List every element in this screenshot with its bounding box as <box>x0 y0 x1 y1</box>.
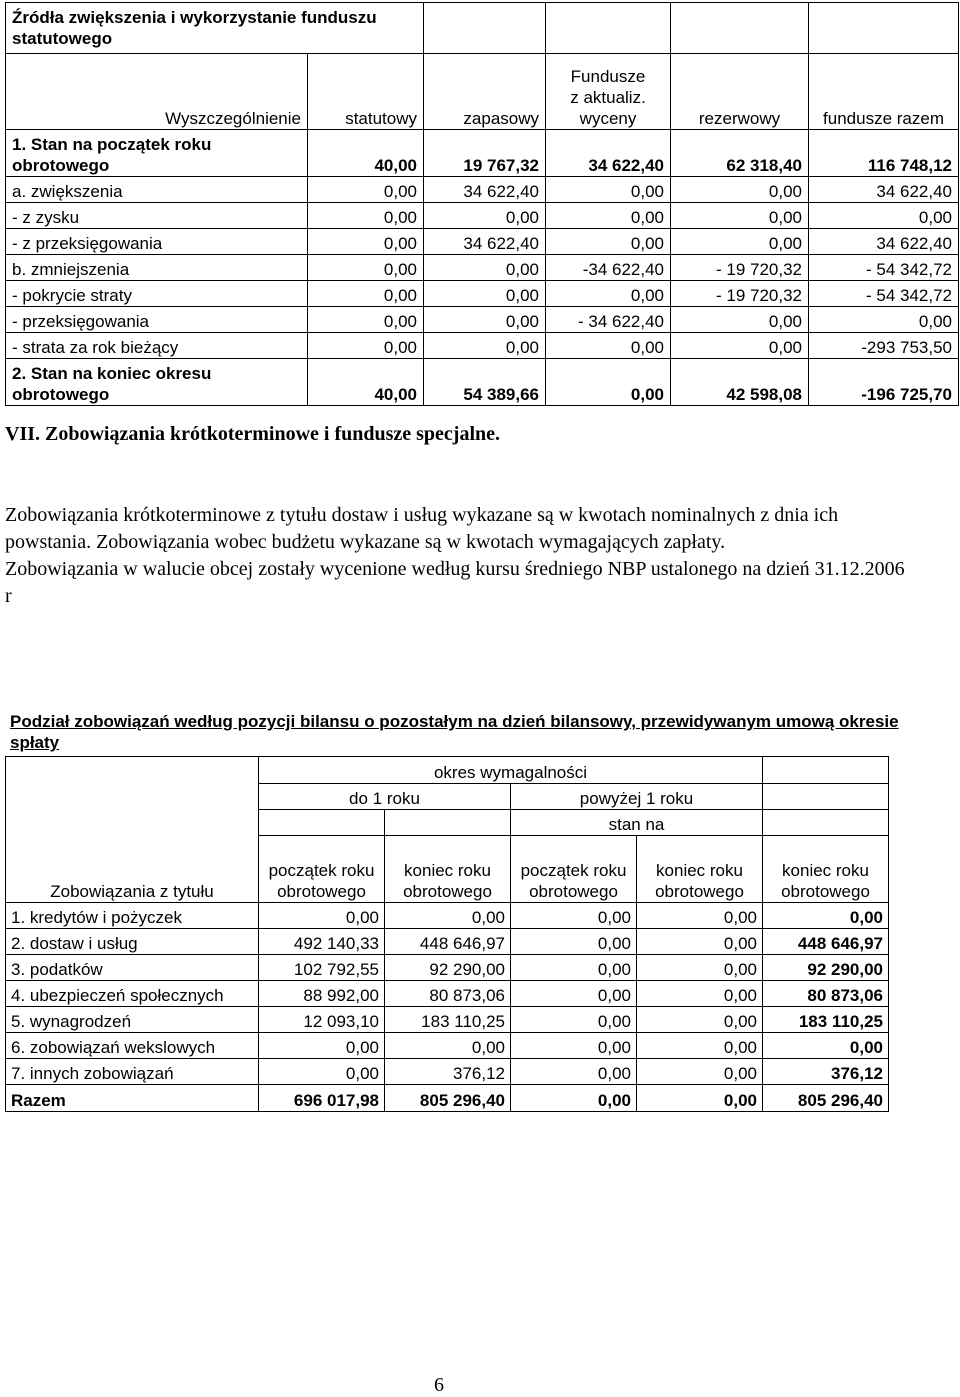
cell-value: 0,00 <box>511 1059 637 1085</box>
cell-value: 0,00 <box>546 333 671 359</box>
maturity-period-header: okres wymagalności <box>259 757 763 784</box>
page-number: 6 <box>434 1374 444 1396</box>
row-label: 5. wynagrodzeń <box>6 1007 259 1033</box>
cell-value: 0,00 <box>424 333 546 359</box>
cell-value: 0,00 <box>308 229 424 255</box>
cell-value: 0,00 <box>511 903 637 929</box>
cell-value: 0,00 <box>671 177 809 203</box>
column-header: początek roku obrotowego <box>259 836 385 903</box>
cell-value: 0,00 <box>511 1007 637 1033</box>
row-label: - z przeksięgowania <box>6 229 308 255</box>
row-label: 2. Stan na koniec okresu obrotowego <box>6 359 308 406</box>
column-header-statutory: statutowy <box>308 54 424 130</box>
cell-value: 0,00 <box>308 307 424 333</box>
cell-value: 0,00 <box>546 203 671 229</box>
row-label: b. zmniejszenia <box>6 255 308 281</box>
cell-value: 0,00 <box>385 903 511 929</box>
cell-value: 0,00 <box>809 203 959 229</box>
empty-cell <box>259 810 385 836</box>
cell-value: 0,00 <box>671 333 809 359</box>
row-label: 3. podatków <box>6 955 259 981</box>
column-header-revaluation <box>546 54 671 130</box>
total-value: 696 017,98 <box>259 1085 385 1112</box>
section-heading: VII. Zobowiązania krótkoterminowe i fundusze specjalne. <box>5 423 501 445</box>
as-of-header: stan na <box>511 810 763 836</box>
cell-value: 376,12 <box>763 1059 889 1085</box>
cell-value: - 34 622,40 <box>546 307 671 333</box>
column-header-liability-type: Zobowiązania z tytułu <box>6 757 259 903</box>
cell-value: - 54 342,72 <box>809 255 959 281</box>
row-label: - przeksięgowania <box>6 307 308 333</box>
empty-cell <box>763 757 889 784</box>
cell-value: 0,00 <box>546 359 671 406</box>
column-header: początek roku obrotowego <box>511 836 637 903</box>
cell-value: 34 622,40 <box>809 177 959 203</box>
empty-cell <box>809 3 959 54</box>
cell-value: 0,00 <box>637 929 763 955</box>
cell-value: 80 873,06 <box>385 981 511 1007</box>
column-header-funds-total: fundusze razem <box>809 54 959 130</box>
row-label: 7. innych zobowiązań <box>6 1059 259 1085</box>
row-label: - z zysku <box>6 203 308 229</box>
cell-value: 88 992,00 <box>259 981 385 1007</box>
cell-value: 0,00 <box>637 981 763 1007</box>
total-row-label: Razem <box>6 1085 259 1112</box>
cell-value: 42 598,08 <box>671 359 809 406</box>
cell-value: 0,00 <box>671 229 809 255</box>
cell-value: 0,00 <box>637 903 763 929</box>
cell-value: 0,00 <box>385 1033 511 1059</box>
column-header-reserve-fund: rezerwowy <box>671 54 809 130</box>
empty-cell <box>424 3 546 54</box>
empty-cell <box>763 784 889 810</box>
cell-value: 0,00 <box>671 307 809 333</box>
cell-value: 0,00 <box>546 177 671 203</box>
empty-cell <box>671 3 809 54</box>
empty-cell <box>385 810 511 836</box>
column-header: koniec roku obrotowego <box>385 836 511 903</box>
cell-value: 0,00 <box>511 929 637 955</box>
cell-value: 0,00 <box>424 203 546 229</box>
cell-value: 0,00 <box>308 281 424 307</box>
over-1-year-header: powyżej 1 roku <box>511 784 763 810</box>
cell-value: - 19 720,32 <box>671 281 809 307</box>
row-label: 4. ubezpieczeń społecznych <box>6 981 259 1007</box>
column-header-description: Wyszczególnienie <box>6 54 308 130</box>
fund-table-title: Źródła zwiększenia i wykorzystanie funduszu statutowego <box>6 3 424 54</box>
cell-value: 92 290,00 <box>385 955 511 981</box>
total-value: 0,00 <box>511 1085 637 1112</box>
funds-group-header: Fundusze <box>570 67 646 86</box>
cell-value: 0,00 <box>546 281 671 307</box>
section-body <box>5 502 905 610</box>
cell-value: 0,00 <box>259 1033 385 1059</box>
column-header-reserve: zapasowy <box>424 54 546 130</box>
cell-value: 0,00 <box>763 903 889 929</box>
total-value: 805 296,40 <box>385 1085 511 1112</box>
cell-value: 0,00 <box>637 955 763 981</box>
cell-value: 0,00 <box>671 203 809 229</box>
row-label: - pokrycie straty <box>6 281 308 307</box>
cell-value: 0,00 <box>809 307 959 333</box>
liabilities-table <box>5 756 889 1112</box>
cell-value: 34 622,40 <box>546 130 671 177</box>
cell-value: 0,00 <box>308 333 424 359</box>
cell-value: 19 767,32 <box>424 130 546 177</box>
up-to-1-year-header: do 1 roku <box>259 784 511 810</box>
cell-value: 0,00 <box>308 177 424 203</box>
cell-value: 0,00 <box>259 903 385 929</box>
cell-value: -293 753,50 <box>809 333 959 359</box>
cell-value: 102 792,55 <box>259 955 385 981</box>
row-label: 2. dostaw i usług <box>6 929 259 955</box>
statutory-fund-table <box>5 2 959 406</box>
cell-value: 62 318,40 <box>671 130 809 177</box>
cell-value: 376,12 <box>385 1059 511 1085</box>
total-value: 0,00 <box>637 1085 763 1112</box>
row-label: a. zwiększenia <box>6 177 308 203</box>
cell-value: 0,00 <box>546 229 671 255</box>
column-header: koniec roku obrotowego <box>763 836 889 903</box>
cell-value: 0,00 <box>308 203 424 229</box>
row-label: - strata za rok bieżący <box>6 333 308 359</box>
cell-value: - 54 342,72 <box>809 281 959 307</box>
cell-value: 0,00 <box>763 1033 889 1059</box>
cell-value: 0,00 <box>424 307 546 333</box>
paragraph: Zobowiązania w walucie obcej zostały wycenione według kursu średniego NBP ustalonego na dzień 31.12.2006 r <box>5 558 905 607</box>
cell-value: - 19 720,32 <box>671 255 809 281</box>
cell-value: 0,00 <box>308 255 424 281</box>
row-label: 1. Stan na początek roku obrotowego <box>6 130 308 177</box>
cell-value: 12 093,10 <box>259 1007 385 1033</box>
cell-value: 40,00 <box>308 130 424 177</box>
column-header: koniec roku obrotowego <box>637 836 763 903</box>
row-label: 6. zobowiązań wekslowych <box>6 1033 259 1059</box>
cell-value: 40,00 <box>308 359 424 406</box>
empty-cell <box>763 810 889 836</box>
cell-value: 183 110,25 <box>385 1007 511 1033</box>
cell-value: 0,00 <box>637 1033 763 1059</box>
cell-value: 183 110,25 <box>763 1007 889 1033</box>
cell-value: 0,00 <box>511 981 637 1007</box>
row-label: 1. kredytów i pożyczek <box>6 903 259 929</box>
empty-cell <box>546 3 671 54</box>
cell-value: 0,00 <box>424 281 546 307</box>
cell-value: 0,00 <box>259 1059 385 1085</box>
cell-value: -34 622,40 <box>546 255 671 281</box>
cell-value: 0,00 <box>511 955 637 981</box>
cell-value: 0,00 <box>511 1033 637 1059</box>
cell-value: 92 290,00 <box>763 955 889 981</box>
paragraph: Zobowiązania krótkoterminowe z tytułu dostaw i usług wykazane są w kwotach nominalnych z dnia ich powstania. Zobowiązania wobec budżetu wykazane są w kwotach wymagających zapłaty. <box>5 504 839 553</box>
cell-value: 34 622,40 <box>809 229 959 255</box>
cell-value: 116 748,12 <box>809 130 959 177</box>
cell-value: 448 646,97 <box>763 929 889 955</box>
cell-value: 0,00 <box>424 255 546 281</box>
cell-value: 54 389,66 <box>424 359 546 406</box>
cell-value: 80 873,06 <box>763 981 889 1007</box>
cell-value: 34 622,40 <box>424 177 546 203</box>
total-value: 805 296,40 <box>763 1085 889 1112</box>
cell-value: 448 646,97 <box>385 929 511 955</box>
column-header-revaluation-label: z aktualiz. wyceny <box>570 88 646 128</box>
cell-value: 34 622,40 <box>424 229 546 255</box>
cell-value: 0,00 <box>637 1007 763 1033</box>
cell-value: -196 725,70 <box>809 359 959 406</box>
liabilities-table-title: Podział zobowiązań według pozycji bilansu o pozostałym na dzień bilansowy, przewidywanym umową okresie spłaty <box>10 712 899 752</box>
cell-value: 492 140,33 <box>259 929 385 955</box>
cell-value: 0,00 <box>637 1059 763 1085</box>
